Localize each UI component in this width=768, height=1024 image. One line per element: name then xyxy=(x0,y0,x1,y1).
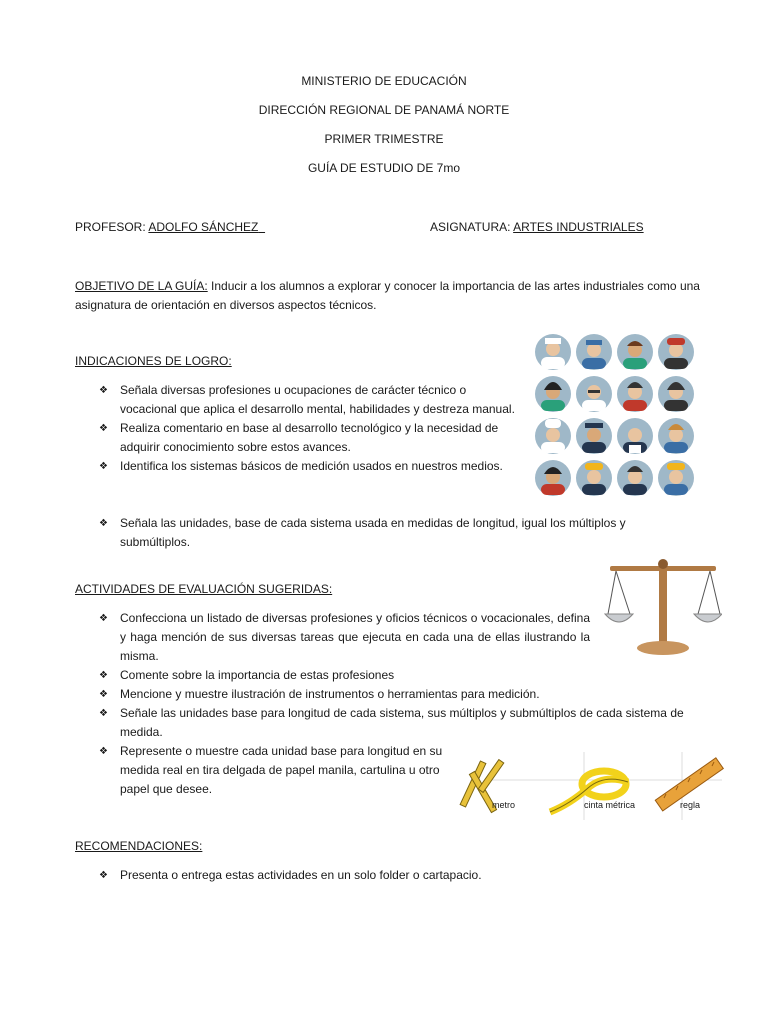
header-line-3: PRIMER TRIMESTRE xyxy=(324,132,444,146)
header-line-2: DIRECCIÓN REGIONAL DE PANAMÁ NORTE xyxy=(258,103,510,117)
objetivo-paragraph xyxy=(75,277,715,315)
profesor-value: ADOLFO SÁNCHEZ xyxy=(148,220,259,234)
avatar-grid xyxy=(535,334,694,496)
list-item: ❖ Comente sobre la importancia de estas profesiones xyxy=(75,666,715,685)
list-item: ❖ Presenta o entrega estas actividades en un solo folder o cartapacio. xyxy=(75,866,715,885)
list-item: ❖ Señale las unidades base para longitud de cada sistema, sus múltiplos y submúltiplos de cada sistema de medida. xyxy=(75,704,715,742)
actividades-heading: ACTIVIDADES DE EVALUACIÓN SUGERIDAS: xyxy=(75,582,333,596)
header-line-1: MINISTERIO DE EDUCACIÓN xyxy=(301,74,467,88)
balance-scale-image xyxy=(604,556,722,664)
indicaciones-list-wide xyxy=(75,514,675,552)
recomendaciones-list xyxy=(75,866,715,885)
tool-label-metro: metro xyxy=(492,800,516,810)
tool-label-cinta: cinta métrica xyxy=(584,800,636,810)
objetivo-text: Inducir a los alumnos a explorar y conocer la importancia de las artes industriales como una asignatura de orientación en diversos aspectos técnicos. xyxy=(75,279,700,312)
objetivo-label: OBJETIVO DE LA GUÍA: xyxy=(75,279,208,293)
tool-label-regla: regla xyxy=(680,800,701,810)
scale-base xyxy=(637,641,689,655)
list-item: ❖ Señala las unidades, base de cada sistema usada en medidas de longitud, igual los múltiplos y submúltiplos. xyxy=(75,514,675,552)
actividades-list-wide xyxy=(75,666,715,742)
left-pan xyxy=(605,614,633,622)
asignatura-line xyxy=(430,218,644,237)
list-item: ❖ Identifica los sistemas básicos de medición usados en nuestros medios. xyxy=(75,457,520,476)
list-item: ❖ Mencione y muestre ilustración de instrumentos o herramientas para medición. xyxy=(75,685,715,704)
measuring-tools-image xyxy=(452,750,730,822)
asignatura-label: ASIGNATURA: xyxy=(430,220,511,234)
recomendaciones-heading: RECOMENDACIONES: xyxy=(75,839,203,853)
list-item: ❖ Señala diversas profesiones u ocupaciones de carácter técnico o vocacional que aplica el desarrollo mental, habilidades y destreza manual. xyxy=(75,381,520,419)
indicaciones-heading: INDICACIONES DE LOGRO: xyxy=(75,354,232,368)
indicaciones-list xyxy=(75,381,520,476)
list-item: ❖ Confecciona un listado de diversas profesiones y oficios técnicos o vocacionales, defina y haga mención de sus diversas tareas que ejecuta en cada una de ellas ilustrando la misma. xyxy=(75,609,590,666)
professions-avatars-image xyxy=(532,332,704,500)
profesor-line xyxy=(75,218,265,237)
actividades-list-narrow xyxy=(75,609,590,666)
actividades-list-last xyxy=(75,742,445,799)
header-line-4: GUÍA DE ESTUDIO DE 7mo xyxy=(307,161,461,175)
scale-pillar xyxy=(659,564,667,644)
list-item: ❖ Represente o muestre cada unidad base para longitud en su medida real en tira delgada de papel manila, cartulina u otro papel que desee. xyxy=(75,742,445,799)
asignatura-value: ARTES INDUSTRIALES xyxy=(513,220,644,234)
list-item: ❖ Realiza comentario en base al desarrollo tecnológico y la necesidad de adquirir conocimiento sobre estos avances. xyxy=(75,419,520,457)
profesor-label: PROFESOR: xyxy=(75,220,146,234)
right-pan xyxy=(694,614,722,622)
